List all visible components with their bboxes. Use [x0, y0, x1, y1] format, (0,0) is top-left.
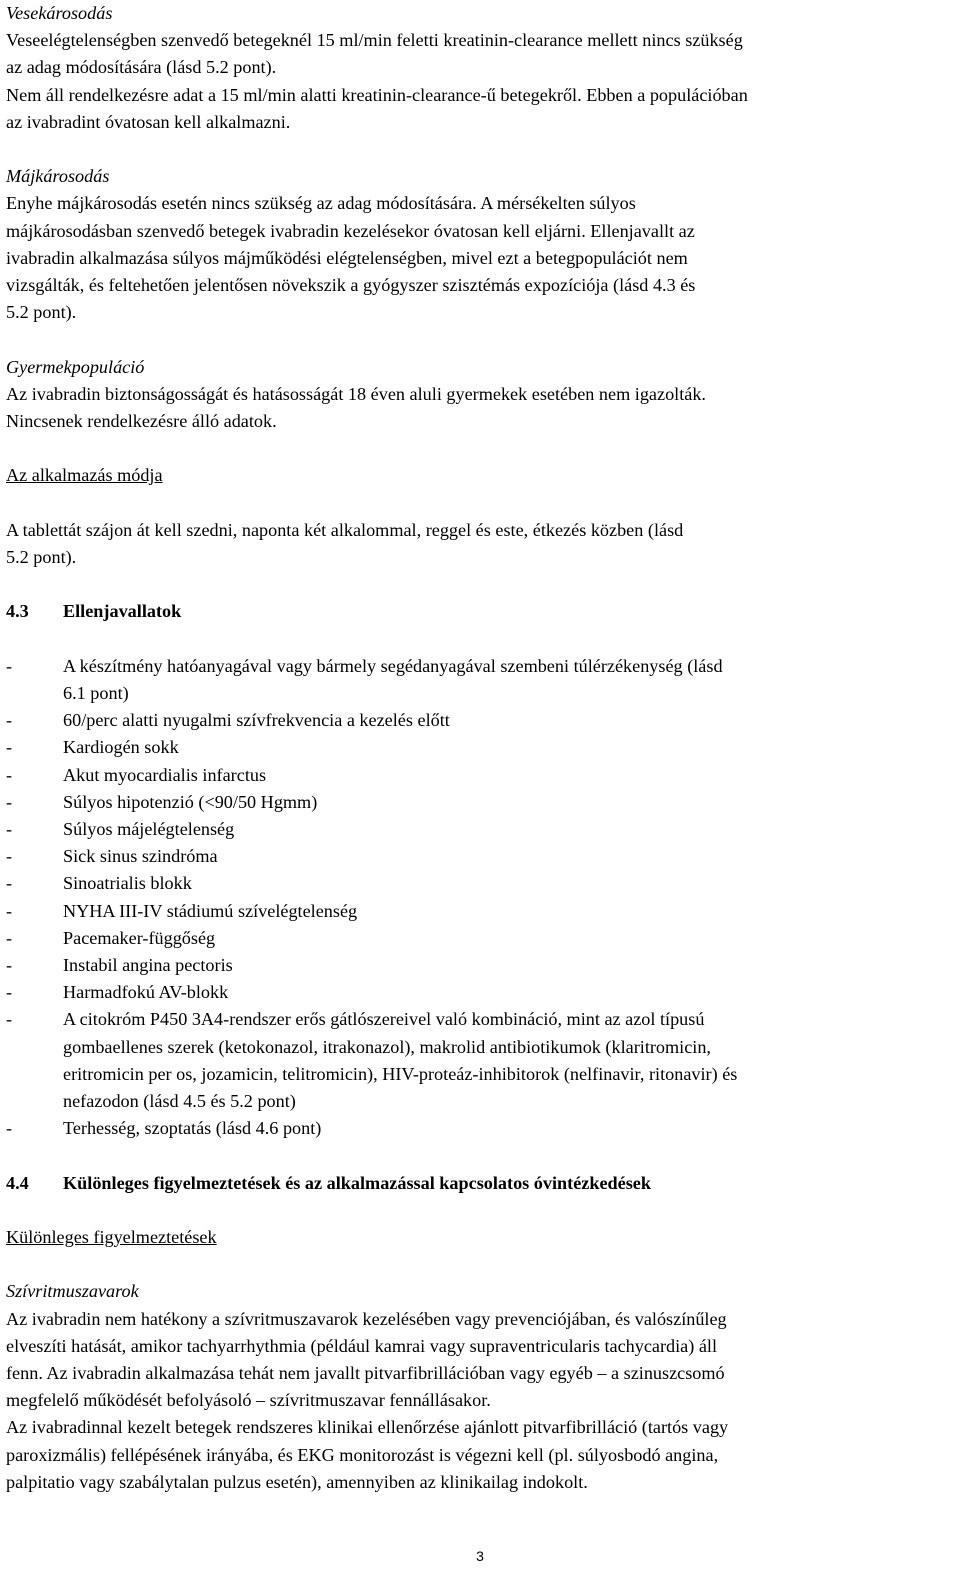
- renal-line: az adag módosítására (lásd 5.2 pont).: [6, 57, 277, 78]
- hepatic-line: vizsgálták, és feltehetően jelentősen növekszik a gyógyszer szisztémás expozíciója (lásd 4.3 és: [6, 275, 696, 296]
- list-item-text: Terhesség, szoptatás (lásd 4.6 pont): [63, 1118, 322, 1139]
- dash: -: [6, 900, 13, 921]
- pediatric-line: Az ivabradin biztonságosságát és hatásosságát 18 éven aluli gyermekek esetében nem igazolták.: [6, 383, 706, 404]
- dash: -: [6, 927, 13, 948]
- dash: -: [6, 791, 13, 812]
- dash: -: [6, 764, 13, 785]
- renal-title: Vesekárosodás: [6, 3, 113, 23]
- dash: -: [6, 846, 13, 867]
- list-item: [6, 898, 940, 925]
- list-item: [6, 789, 940, 816]
- dash: -: [6, 710, 13, 731]
- list-item-text: Kardiogén sokk: [63, 737, 179, 758]
- renal-line: Nem áll rendelkezésre adat a 15 ml/min alatti kreatinin-clearance-ű betegekről. Ebben a populációban: [6, 84, 748, 105]
- list-item-text: Instabil angina pectoris: [63, 955, 233, 976]
- list-item: [6, 653, 940, 707]
- list-item: [6, 1115, 940, 1142]
- list-item-text: gombaellenes szerek (ketokonazol, itrakonazol), makrolid antibiotikumok (klaritromicin,: [63, 1036, 711, 1057]
- list-item-text: Akut myocardialis infarctus: [63, 764, 267, 785]
- hepatic-line: májkárosodásban szenvedő betegek ivabradin kezelésekor óvatosan kell eljárni. Ellenjavallt az: [6, 220, 695, 241]
- arrhythmia-title: Szívritmuszavarok: [6, 1281, 139, 1302]
- list-item-text: Sinoatrialis blokk: [63, 873, 192, 894]
- list-item: [6, 952, 940, 979]
- warnings-line: megfelelő működését befolyásoló – szívritmuszavar fennállásakor.: [6, 1390, 491, 1411]
- list-item-text: 60/perc alatti nyugalmi szívfrekvencia a kezelés előtt: [63, 710, 450, 731]
- warnings-line: paroxizmális) fellépésének irányába, és EKG monitorozást is végezni kell (pl. súlyosbodó angina,: [6, 1444, 719, 1465]
- dash: -: [6, 1118, 13, 1139]
- warnings-line: Az ivabradin nem hatékony a szívritmuszavarok kezelésében vagy prevenciójában, és valószínűleg: [6, 1308, 727, 1329]
- list-item: [6, 762, 940, 789]
- list-item: [6, 843, 940, 870]
- list-item: [6, 734, 940, 761]
- dash: -: [6, 655, 13, 676]
- list-item: [6, 925, 940, 952]
- hepatic-line: ivabradin alkalmazása súlyos májműködési elégtelenségben, mivel ezt a betegpopulációt nem: [6, 247, 688, 268]
- administration-line: A tablettát szájon át kell szedni, naponta két alkalommal, reggel és este, étkezés közben (lásd: [6, 519, 684, 540]
- renal-line: az ivabradint óvatosan kell alkalmazni.: [6, 111, 291, 132]
- list-item-text: Súlyos májelégtelenség: [63, 819, 235, 839]
- hepatic-title: Májkárosodás: [6, 166, 110, 187]
- administration-line: 5.2 pont).: [6, 547, 77, 567]
- list-item-text: A citokróm P450 3A4-rendszer erős gátlószereivel való kombináció, mint az azol típusú: [63, 1009, 705, 1030]
- list-item-text: Harmadfokú AV-blokk: [63, 982, 229, 1003]
- section-number: 4.3: [6, 601, 29, 622]
- contraindications-list: [6, 653, 940, 1143]
- list-item-text: nefazodon (lásd 4.5 és 5.2 pont): [63, 1091, 296, 1112]
- list-item-text: eritromicin per os, jozamicin, telitromicin), HIV-proteáz-inhibitorok (nelfinavir, ritonavir) és: [63, 1063, 738, 1084]
- pediatric-line: Nincsenek rendelkezésre álló adatok.: [6, 411, 277, 432]
- list-item-text: NYHA III-IV stádiumú szívelégtelenség: [63, 900, 358, 921]
- section-4-3-heading: [6, 598, 940, 625]
- list-item-text: Sick sinus szindróma: [63, 846, 218, 867]
- list-item-text: Pacemaker-függőség: [63, 927, 216, 948]
- dash: -: [6, 955, 13, 976]
- list-item-text: Súlyos hipotenzió (<90/50 Hgmm): [63, 791, 318, 812]
- list-item-text: 6.1 pont): [63, 682, 129, 703]
- section-title: Különleges figyelmeztetések és az alkalmazással kapcsolatos óvintézkedések: [63, 1172, 651, 1193]
- warnings-line: elveszíti hatását, amikor tachyarrhythmia (például kamrai vagy supraventricularis tachycardia) áll: [6, 1335, 718, 1356]
- section-4-4-heading: [6, 1170, 940, 1197]
- warnings-subtitle: Különleges figyelmeztetések: [6, 1227, 217, 1248]
- list-item: [6, 816, 940, 843]
- administration-title: Az alkalmazás módja: [6, 465, 163, 486]
- dash: -: [6, 873, 13, 894]
- section-title: Ellenjavallatok: [63, 601, 182, 622]
- section-number: 4.4: [6, 1172, 29, 1193]
- warnings-line: fenn. Az ivabradin alkalmazása tehát nem javallt pitvarfibrillációban vagy egyéb – a szinuszcsomó: [6, 1363, 725, 1384]
- page-number: 3: [476, 1548, 484, 1564]
- dash: -: [6, 737, 13, 758]
- dash: -: [6, 819, 13, 839]
- warnings-line: palpitatio vagy szabálytalan pulzus esetén), amennyiben az klinikailag indokolt.: [6, 1471, 588, 1492]
- list-item: [6, 707, 940, 734]
- hepatic-line: 5.2 pont).: [6, 302, 77, 323]
- warnings-line: Az ivabradinnal kezelt betegek rendszeres klinikai ellenőrzése ajánlott pitvarfibrilláció (tartós vagy: [6, 1417, 729, 1438]
- dash: -: [6, 1009, 13, 1030]
- pediatric-title: Gyermekpopuláció: [6, 356, 145, 377]
- list-item: [6, 979, 940, 1006]
- dash: -: [6, 982, 13, 1003]
- document-page: [6, 0, 940, 1496]
- list-item: [6, 870, 940, 897]
- renal-line: Veseelégtelenségben szenvedő betegeknél 15 ml/min feletti kreatinin-clearance mellett nincs szükség: [6, 30, 743, 51]
- list-item-text: A készítmény hatóanyagával vagy bármely segédanyagával szembeni túlérzékenység (lásd: [63, 655, 723, 676]
- list-item: [6, 1006, 940, 1115]
- hepatic-line: Enyhe májkárosodás esetén nincs szükség az adag módosítására. A mérsékelten súlyos: [6, 193, 636, 214]
